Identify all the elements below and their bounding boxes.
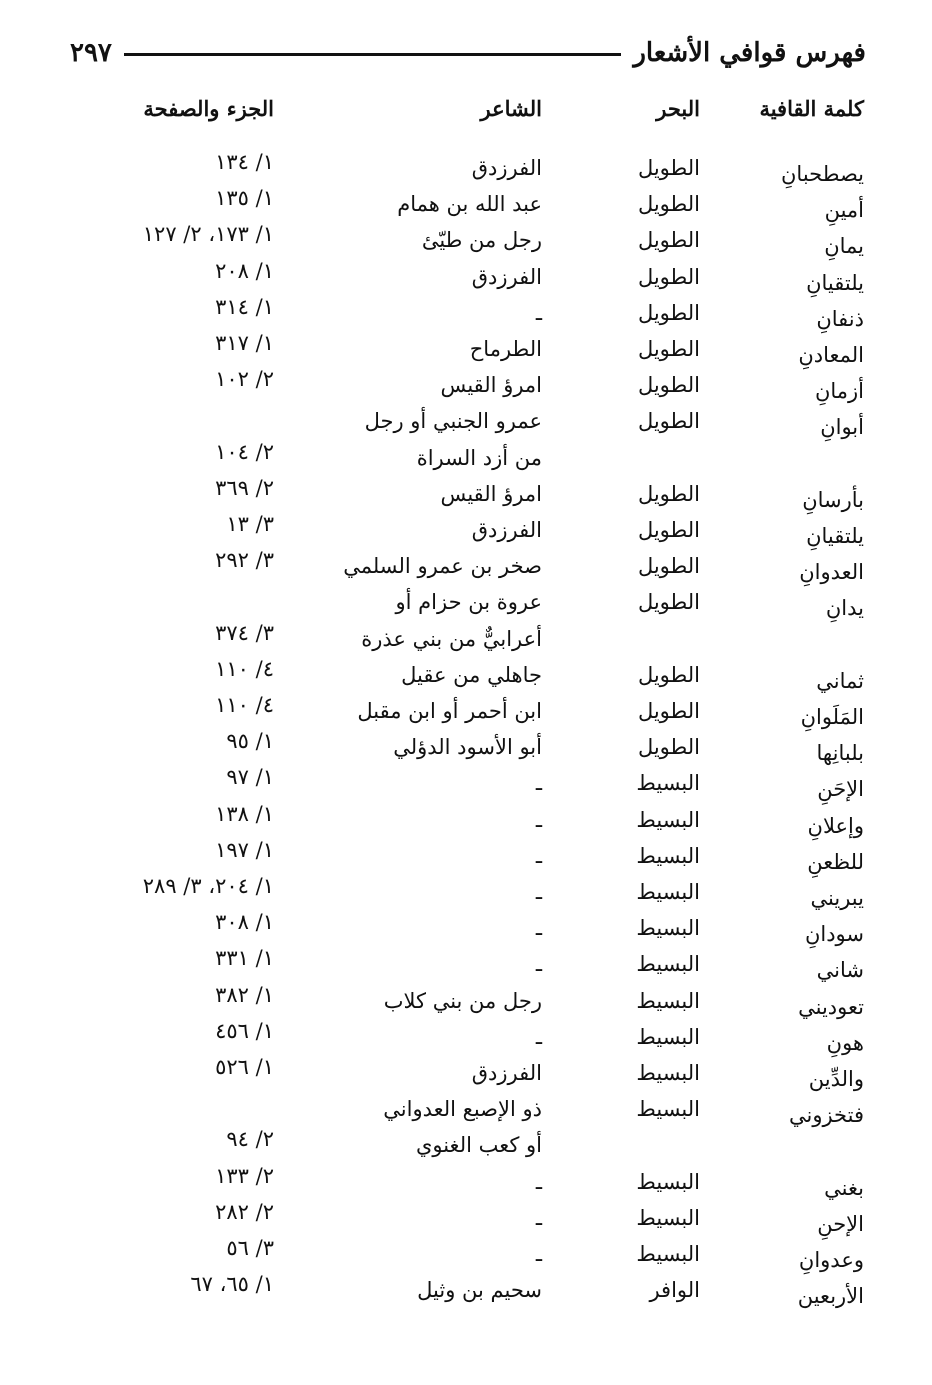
poet-cell: ـ (535, 952, 542, 976)
meter-cell: البسيط (636, 1025, 700, 1049)
poet-cell: ـ (535, 1206, 542, 1230)
reference-cell: ١/ ٣٠٨ (215, 910, 274, 934)
rhyme-word-cell: العدوانِ (799, 560, 864, 584)
column-headers (0, 96, 932, 126)
reference-cell: ١/ ١٧٣، ٢/ ١٢٧ (142, 222, 274, 246)
poet-cell: الفرزدق (471, 156, 542, 180)
meter-cell: الطويل (637, 337, 700, 361)
rhyme-word-cell: شاني (816, 958, 864, 982)
reference-cell: ٢/ ١٠٢ (215, 367, 274, 391)
poet-cell: ـ (535, 301, 542, 325)
meter-cell: البسيط (636, 952, 700, 976)
rhyme-word-cell: والدِّين (808, 1067, 864, 1091)
page-header (70, 28, 866, 68)
rhyme-word-cell: أمينِ (824, 198, 864, 222)
reference-cell: ١/ ٣٨٢ (215, 983, 274, 1007)
rhyme-word-cell: المعادنِ (798, 343, 864, 367)
meter-cell: البسيط (636, 771, 700, 795)
meter-cell: الطويل (637, 699, 700, 723)
rhyme-word-cell: أبوانِ (820, 415, 864, 439)
rhyme-word-cell: سودانِ (804, 922, 864, 946)
meter-cell: البسيط (636, 844, 700, 868)
poet-cell: الفرزدق (471, 265, 542, 289)
table-row (0, 367, 932, 403)
column-header-word: كلمة القافية (759, 96, 864, 121)
reference-cell: ١/ ٩٧ (226, 765, 274, 789)
table-row (0, 548, 932, 584)
reference-cell: ٢/ ٩٤ (226, 1127, 274, 1151)
rhyme-word-cell: يمانِ (824, 234, 864, 258)
reference-cell: ١/ ٤٥٦ (215, 1019, 274, 1043)
rhyme-word-cell: ذنفانِ (816, 307, 864, 331)
poet-cell: ـ (535, 1170, 542, 1194)
meter-cell: الطويل (637, 518, 700, 542)
rhyme-word-cell: أزمانِ (814, 379, 864, 403)
column-header-reference: الجزء والصفحة (143, 96, 274, 121)
reference-cell: ١/ ١٣٤ (215, 150, 274, 174)
reference-cell: ٢/ ١٠٤ (215, 440, 274, 464)
poet-cell: ـ (535, 808, 542, 832)
poet-cell: امرؤ القيس (440, 482, 542, 506)
rhyme-word-cell: بلبانِها (816, 741, 864, 765)
reference-cell: ٤/ ١١٠ (215, 693, 274, 717)
poet-cell: الطرماح (469, 337, 542, 361)
rhyme-word-cell: ثماني (816, 669, 864, 693)
meter-cell: البسيط (636, 880, 700, 904)
reference-cell: ٤/ ١١٠ (215, 657, 274, 681)
reference-cell: ١/ ١٣٨ (215, 802, 274, 826)
rhyme-word-cell: بأرسانِ (802, 488, 864, 512)
meter-cell: الوافر (649, 1278, 700, 1302)
rhyme-word-cell: هونِ (826, 1031, 864, 1055)
rhyme-word-cell: يصطحبانِ (781, 162, 864, 186)
rhyme-word-cell: فتخزوني (788, 1103, 864, 1127)
meter-cell: الطويل (637, 156, 700, 180)
meter-cell: البسيط (636, 916, 700, 940)
rhyme-word-cell: المَلَوانِ (800, 705, 864, 729)
poet-cell: أو كعب الغنوي (415, 1133, 542, 1157)
rhyme-word-cell: تعوديني (798, 995, 864, 1019)
meter-cell: الطويل (637, 735, 700, 759)
meter-cell: الطويل (637, 482, 700, 506)
rhyme-word-cell: الإحنِ (817, 1212, 864, 1236)
reference-cell: ١/ ٥٢٦ (215, 1055, 274, 1079)
poet-cell: ـ (535, 1025, 542, 1049)
meter-cell: الطويل (637, 373, 700, 397)
reference-cell: ٢/ ٣٦٩ (215, 476, 274, 500)
poet-cell: صخر بن عمرو السلمي (343, 554, 542, 578)
reference-cell: ١/ ٣١٧ (215, 331, 274, 355)
reference-cell: ٢/ ٢٨٢ (215, 1200, 274, 1224)
poet-cell: رجل من طيّئ (421, 228, 542, 252)
meter-cell: الطويل (637, 663, 700, 687)
meter-cell: الطويل (637, 590, 700, 614)
rhyme-word-cell: الإحَنِ (817, 777, 864, 801)
poet-cell: ـ (535, 844, 542, 868)
meter-cell: الطويل (637, 228, 700, 252)
rhyme-word-cell: للظعنِ (807, 850, 864, 874)
poet-cell: من أزد السراة (416, 446, 542, 470)
reference-cell: ٣/ ٢٩٢ (215, 548, 274, 572)
page-number: ٢٩٧ (70, 38, 112, 68)
reference-cell: ١/ ٩٥ (226, 729, 274, 753)
rhyme-word-cell: يدانِ (825, 596, 864, 620)
rhyme-word-cell: يبريني (810, 886, 864, 910)
poet-cell: جاهلي من عقيل (401, 663, 542, 687)
column-header-meter: البحر (656, 96, 700, 121)
poet-cell: الفرزدق (471, 1061, 542, 1085)
table-row (0, 1055, 932, 1091)
meter-cell: البسيط (636, 1206, 700, 1230)
meter-cell: الطويل (637, 301, 700, 325)
meter-cell: البسيط (636, 1242, 700, 1266)
meter-cell: الطويل (637, 554, 700, 578)
rhyme-word-cell: يلتقيانِ (806, 271, 864, 295)
rhyme-word-cell: يلتقيانِ (806, 524, 864, 548)
meter-cell: البسيط (636, 989, 700, 1013)
poet-cell: عمرو الجنبي أو رجل (364, 409, 542, 433)
column-header-poet: الشاعر (480, 96, 542, 121)
reference-cell: ٣/ ٥٦ (226, 1236, 274, 1260)
meter-cell: الطويل (637, 409, 700, 433)
table-row (0, 1272, 932, 1308)
poet-cell: سحيم بن وثيل (417, 1278, 542, 1302)
poet-cell: عبد الله بن همام (397, 192, 542, 216)
rhyme-word-cell: وإعلانِ (807, 814, 864, 838)
poet-cell: ـ (535, 880, 542, 904)
meter-cell: الطويل (637, 265, 700, 289)
poet-cell: ـ (535, 1242, 542, 1266)
meter-cell: الطويل (637, 192, 700, 216)
poet-cell: أعرابيٌّ من بني عذرة (361, 627, 542, 651)
poet-cell: ـ (535, 771, 542, 795)
reference-cell: ٣/ ١٣ (226, 512, 274, 536)
meter-cell: البسيط (636, 1097, 700, 1121)
reference-cell: ٣/ ٣٧٤ (215, 621, 274, 645)
reference-cell: ١/ ١٩٧ (215, 838, 274, 862)
poet-cell: امرؤ القيس (440, 373, 542, 397)
meter-cell: البسيط (636, 1170, 700, 1194)
poet-cell: ذو الإصبع العدواني (383, 1097, 542, 1121)
poet-cell: رجل من بني كلاب (383, 989, 542, 1013)
rhyme-word-cell: وعدوانِ (798, 1248, 864, 1272)
poet-cell: ـ (535, 916, 542, 940)
reference-cell: ١/ ٣١٤ (215, 295, 274, 319)
page-title: فهرس قوافي الأشعار (633, 38, 866, 68)
rhyme-word-cell: الأربعين (797, 1284, 864, 1308)
reference-cell: ١/ ٦٥، ٦٧ (190, 1272, 274, 1296)
poet-cell: الفرزدق (471, 518, 542, 542)
meter-cell: البسيط (636, 808, 700, 832)
poet-cell: أبو الأسود الدؤلي (393, 735, 542, 759)
meter-cell: البسيط (636, 1061, 700, 1085)
reference-cell: ١/ ١٣٥ (215, 186, 274, 210)
poet-cell: عروة بن حزام أو (395, 590, 542, 614)
poet-cell: ابن أحمر أو ابن مقبل (357, 699, 542, 723)
reference-cell: ٢/ ١٣٣ (215, 1164, 274, 1188)
reference-cell: ١/ ٢٠٨ (215, 259, 274, 283)
reference-cell: ١/ ٣٣١ (215, 946, 274, 970)
reference-cell: ١/ ٢٠٤، ٣/ ٢٨٩ (142, 874, 274, 898)
rhyme-word-cell: بغني (824, 1176, 864, 1200)
header-rule (124, 53, 621, 56)
